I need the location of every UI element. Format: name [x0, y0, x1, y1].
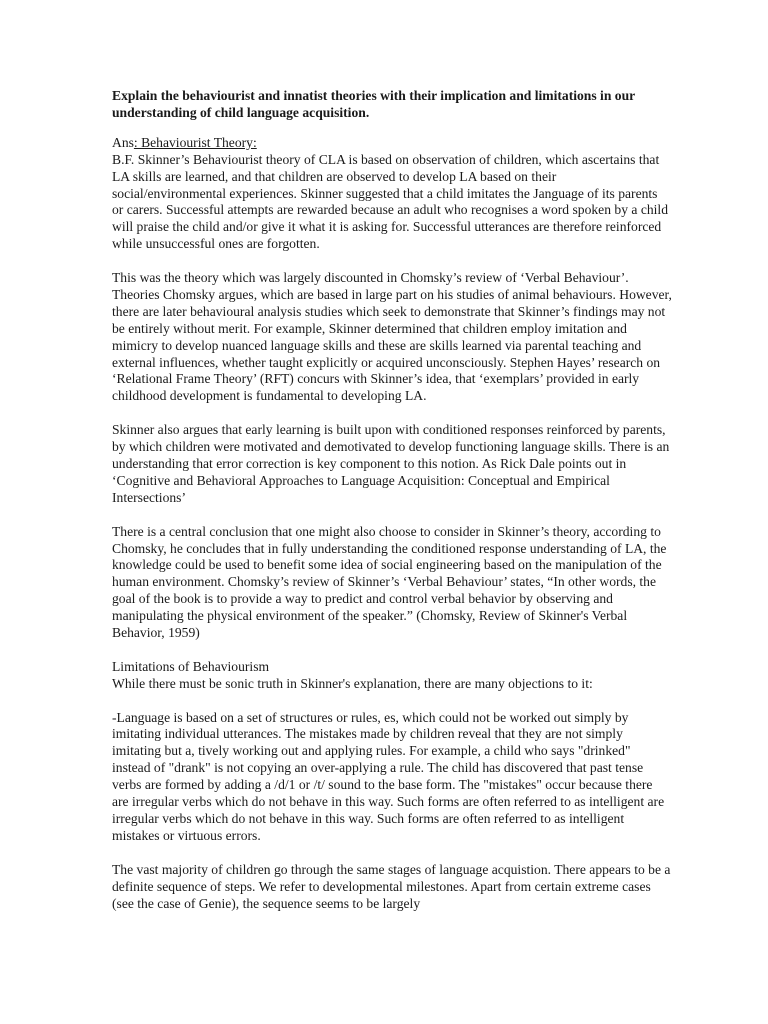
limitations-heading: Limitations of Behaviourism	[112, 658, 270, 674]
paragraph-developmental-stages: The vast majority of children go through the same stages of language acquistion. There appears to be a definite sequence of steps. We refer to developmental milestones. Apart from certain extreme cases (see the case of Genie), the sequence seems to be largely	[112, 861, 671, 911]
answer-prefix: Ans	[112, 134, 134, 150]
paragraph-chomsky-review: This was the theory which was largely discounted in Chomsky’s review of ‘Verbal Behaviour’. Theories Chomsky argues, which are based in large part on his studies of animal behaviours. However, there are later behavioural analysis studies which seek to demonstrate that Skinner’s findings may not be entirely without merit. For example, Skinner determined that children employ imitation and mimicry to develop nuanced language skills and these are skills learned via parental teaching and external influences, whether taught explicitly or acquired unconsciously. Stephen Hayes’ research on ‘Relational Frame Theory’ (RFT) concurs with Skinner’s idea, that ‘exemplars’ provided in early childhood development is fundamental to developing LA.	[112, 270, 672, 404]
limitations-intro: While there must be sonic truth in Skinner's explanation, there are many objections to it:	[112, 675, 593, 691]
paragraph-central-conclusion: There is a central conclusion that one might also choose to consider in Skinner’s theory, according to Chomsky, he concludes that in fully understanding the conditioned response understanding of LA, the knowledge could be used to benefit some idea of social engineering based on the manipulation of the human environment. Chomsky’s review of Skinner’s ‘Verbal Behaviour’ states, “In other words, the goal of the book is to provide a way to predict and control verbal behavior by observing and manipulating the physical environment of the speaker.” (Chomsky, Review of Skinner's Verbal Behavior, 1959)	[112, 523, 667, 641]
behaviourist-theory-heading: : Behaviourist Theory:	[133, 134, 257, 150]
paragraph-conditioned-responses: Skinner also argues that early learning is built upon with conditioned responses reinforced by parents, by which children were motivated and demotivated to develop functioning language skills. There is an understanding that error correction is key component to this notion. As Rick Dale points out in ‘Cognitive and Behavioral Approaches to Language Acquisition: Conceptual and Empirical Intersections’	[112, 422, 670, 505]
paragraph-skinner-theory: B.F. Skinner’s Behaviourist theory of CLA is based on observation of children, which ascertains that LA skills are learned, and that children are observed to develop LA based on their social/environmental experiences. Skinner suggested that a child imitates the Janguage of its parents or carers. Successful attempts are rewarded because an adult who recognises a word spoken by a child will praise the child and/or give it what it is asking for. Successful utterances are therefore reinforced while unsuccessful ones are forgotten.	[112, 151, 669, 252]
document-page	[112, 88, 672, 929]
question-title: Explain the behaviourist and innatist theories with their implication and limitations in our understanding of child language acquisition.	[112, 88, 635, 120]
answer-heading	[112, 135, 672, 152]
paragraph-language-rules: -Language is based on a set of structures or rules, es, which could not be worked out simply by imitating individual utterances. The mistakes made by children reveal that they are not simply imitating but a, tively working out and applying rules. For example, a child who says "drinked" instead of "drank" is not copying an over-applying a rule. The child has discovered that past tense verbs are formed by adding a /d/1 or /t/ sound to the base form. The "mistakes" occur because there are irregular verbs which do not behave in this way. Such forms are often referred to as intelligent are irregular verbs which do not behave in this way. Such forms are often referred to as intelligent mistakes or virtuous errors.	[112, 709, 665, 843]
